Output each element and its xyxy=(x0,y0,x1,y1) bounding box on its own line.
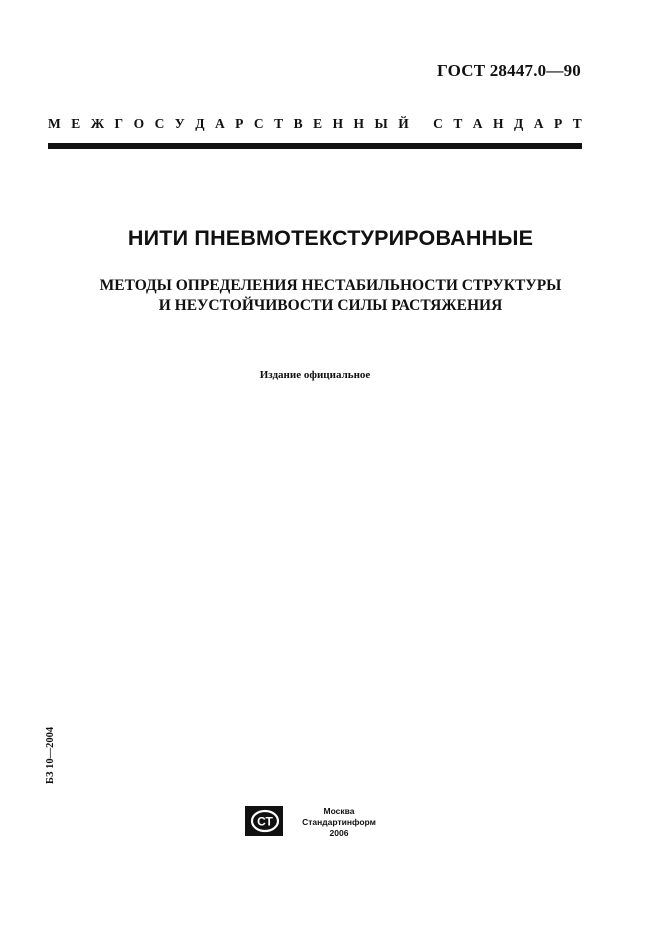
interstate-label-letter: Ж xyxy=(90,116,105,131)
interstate-label-letter: С xyxy=(433,116,443,131)
interstate-label-letter: С xyxy=(253,116,264,131)
interstate-label-letter: Е xyxy=(71,116,81,131)
interstate-label-letter: Н xyxy=(332,116,344,131)
subtitle-line-1: МЕТОДЫ ОПРЕДЕЛЕНИЯ НЕСТАБИЛЬНОСТИ СТРУКТУРЫ xyxy=(99,277,562,294)
interstate-label-letter: Ы xyxy=(374,116,388,131)
interstate-label-letter: Е xyxy=(313,116,323,131)
standartinform-logo-icon xyxy=(245,806,283,836)
interstate-label-letter: Т xyxy=(572,116,582,131)
interstate-label-letter: У xyxy=(174,116,185,131)
interstate-label-letter: Г xyxy=(114,116,124,131)
interstate-label-letter: А xyxy=(214,116,225,131)
edition-note: Издание официальное xyxy=(259,369,371,381)
header-rule xyxy=(48,143,582,149)
interstate-label-letter: Р xyxy=(235,116,244,131)
publisher-year: 2006 xyxy=(329,828,349,838)
interstate-label-letter: Й xyxy=(398,116,409,131)
interstate-label-letter: В xyxy=(293,116,303,131)
document-subtitle xyxy=(0,276,661,316)
interstate-label-letter: А xyxy=(472,116,483,131)
publisher-city: Москва xyxy=(323,806,355,816)
interstate-label-letter: О xyxy=(133,116,145,131)
interstate-standard-label xyxy=(48,116,582,132)
document-title: НИТИ ПНЕВМОТЕКСТУРИРОВАННЫЕ xyxy=(127,226,534,250)
interstate-label-letter: Т xyxy=(453,116,463,131)
interstate-label-letter: Д xyxy=(514,116,524,131)
interstate-label-letter: Н xyxy=(353,116,365,131)
publisher-block xyxy=(288,806,390,839)
interstate-label-letter: Н xyxy=(493,116,504,131)
interstate-label-space xyxy=(419,116,422,132)
publication-code: БЗ 10—2004 xyxy=(45,726,56,784)
interstate-label-letter: М xyxy=(48,116,61,131)
interstate-label-letter: С xyxy=(154,116,165,131)
interstate-label-letter: Д xyxy=(195,116,205,131)
subtitle-line-2: И НЕУСТОЙЧИВОСТИ СИЛЫ РАСТЯЖЕНИЯ xyxy=(158,297,503,314)
interstate-label-letter: Р xyxy=(553,116,563,131)
interstate-label-letter: Т xyxy=(274,116,284,131)
document-number: ГОСТ 28447.0—90 xyxy=(437,61,581,80)
interstate-label-letter: А xyxy=(533,116,544,131)
publisher-name: Стандартинформ xyxy=(302,817,376,827)
logo-text: СТ xyxy=(257,814,273,829)
